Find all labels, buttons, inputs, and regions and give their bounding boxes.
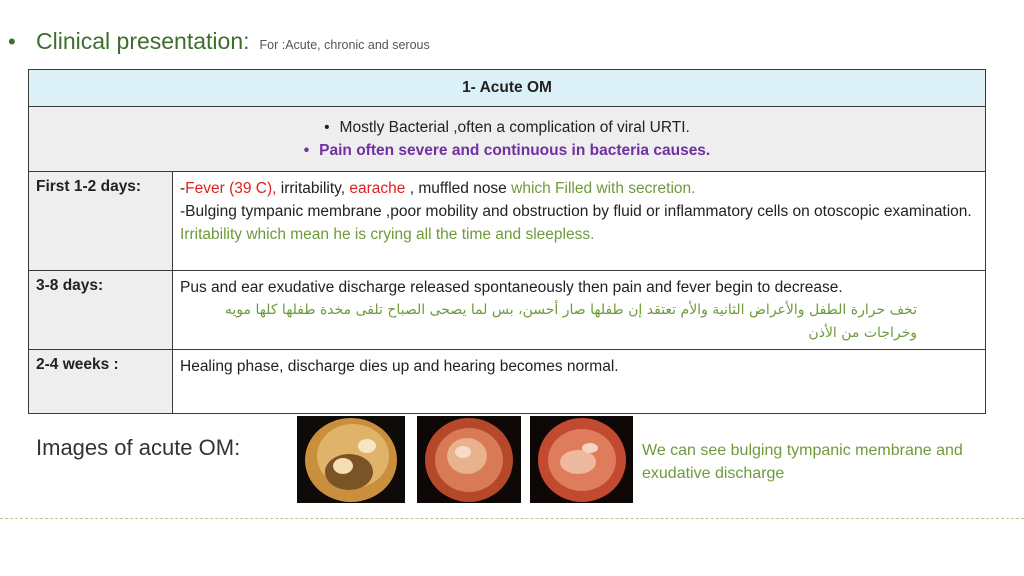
row-text bbox=[173, 271, 986, 350]
intro-item: • Pain often severe and continuous in bacteria causes. bbox=[303, 142, 711, 159]
intro-list bbox=[29, 116, 985, 162]
row-text bbox=[173, 350, 986, 414]
page-subtitle: For :Acute, chronic and serous bbox=[259, 38, 430, 52]
table-row bbox=[29, 271, 986, 350]
title-bullet: • bbox=[8, 29, 16, 54]
otoscopy-image-2 bbox=[417, 416, 521, 503]
row-line: Pus and ear exudative discharge released spontaneously then pain and fever begin to decrease. bbox=[180, 279, 843, 296]
otoscopy-image-3 bbox=[530, 416, 633, 503]
row-line: -Bulging tympanic membrane ,poor mobility and obstruction by fluid or inflammatory cells on otoscopic examination. bbox=[180, 203, 972, 220]
intro-item: • Mostly Bacterial ,often a complication of viral URTI. bbox=[324, 119, 690, 136]
title-row bbox=[8, 28, 430, 58]
intro-cell bbox=[29, 107, 986, 172]
row-label: 2-4 weeks : bbox=[29, 350, 173, 414]
row-line: Irritability which mean he is crying all the time and sleepless. bbox=[180, 226, 595, 243]
table-row bbox=[29, 350, 986, 414]
row-text bbox=[173, 172, 986, 271]
otoscopy-image-1 bbox=[297, 416, 405, 503]
footer-divider bbox=[0, 518, 1024, 519]
row-line: Healing phase, discharge dies up and hearing becomes normal. bbox=[180, 358, 619, 375]
images-label: Images of acute OM: bbox=[36, 435, 241, 460]
row-line: -Fever (39 C), irritability, earache , muffled nose which Filled with secretion. bbox=[180, 180, 696, 197]
images-caption: We can see bulging tympanic membrane and exudative discharge bbox=[642, 442, 963, 482]
acute-om-table bbox=[28, 69, 986, 414]
page-title: Clinical presentation: bbox=[36, 28, 250, 54]
row-label: 3-8 days: bbox=[29, 271, 173, 350]
table-row bbox=[29, 172, 986, 271]
row-label: First 1-2 days: bbox=[29, 172, 173, 271]
row-arabic-note: تخف حرارة الطفل والأعراض الثانية والأم تعتقد إن طفلها صار أحسن، بس لما يصحى الصباح تلقى مخدة طفلها كلها مويه وخراجات من الأذن bbox=[224, 302, 917, 341]
table-heading: 1- Acute OM bbox=[29, 70, 986, 107]
